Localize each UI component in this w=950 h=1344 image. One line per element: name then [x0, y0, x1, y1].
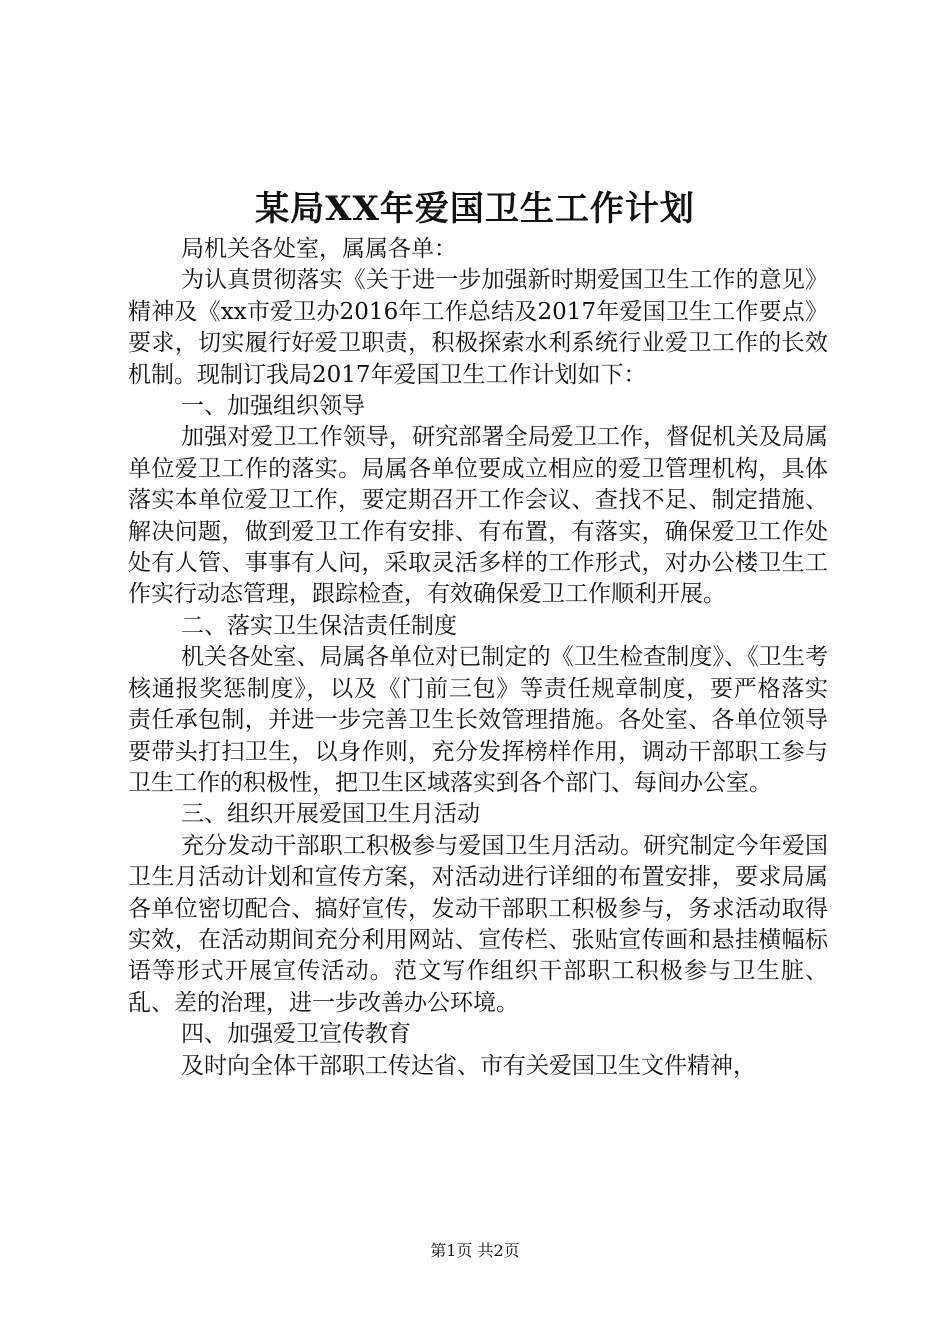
section-heading-4: 四、加强爱卫宣传教育 [181, 1021, 411, 1048]
page-footer: 第1页 共2页 [430, 1241, 520, 1260]
section-paragraph-4: 及时向全体干部职工传达省、市有关爱国卫生文件精神， [181, 1052, 756, 1079]
section-paragraph-3: 充分发动干部职工积极参与爱国卫生月活动。研究制定今年爱国卫生月活动计划和宣传方案，对活动进行详细的布置安排，要求局属各单位密切配合、搞好宣传，发动干部职工积极参与，务求活动取得实效，在活动期间充分利用网站、宣传栏、张贴宣传画和悬挂横幅标语等形式开展宣传活动。范文写作组织干部职工积极参与卫生脏、乱、差的治理，进一步改善办公环境。 [128, 832, 828, 1016]
section-heading-1: 一、加强组织领导 [181, 393, 365, 420]
section-heading-3: 三、组织开展爱国卫生月活动 [181, 801, 480, 828]
document-body [128, 234, 828, 1082]
section-paragraph-1: 加强对爱卫工作领导，研究部署全局爱卫工作，督促机关及局属单位爱卫工作的落实。局属各单位要成立相应的爱卫管理机构，具体落实本单位爱卫工作，要定期召开工作会议、查找不足、制定措施、解决问题，做到爱卫工作有安排、有布置，有落实，确保爱卫工作处处有人管、事事有人问，采取灵活多样的工作形式，对办公楼卫生工作实行动态管理，跟踪检查，有效确保爱卫工作顺利开展。 [128, 424, 828, 608]
document-title: 某局XX年爱国卫生工作计划 [255, 189, 695, 229]
section-heading-2: 二、落实卫生保洁责任制度 [181, 612, 457, 639]
section-paragraph-2: 机关各处室、局属各单位对已制定的《卫生检查制度》、《卫生考核通报奖惩制度》，以及《门前三包》等责任规章制度，要严格落实责任承包制，并进一步完善卫生长效管理措施。各处室、各单位领导要带头打扫卫生，以身作则，充分发挥榜样作用，调动干部职工参与卫生工作的积极性，把卫生区域落实到各个部门、每间办公室。 [128, 644, 828, 796]
intro-paragraph: 为认真贯彻落实《关于进一步加强新时期爱国卫生工作的意见》精神及《xx市爱卫办2016年工作总结及2017年爱国卫生工作要点》要求，切实履行好爱卫职责，积极探索水利系统行业爱卫工作的长效机制。现制订我局2017年爱国卫生工作计划如下： [128, 267, 828, 388]
salutation: 局机关各处室，属属各单： [181, 236, 457, 262]
